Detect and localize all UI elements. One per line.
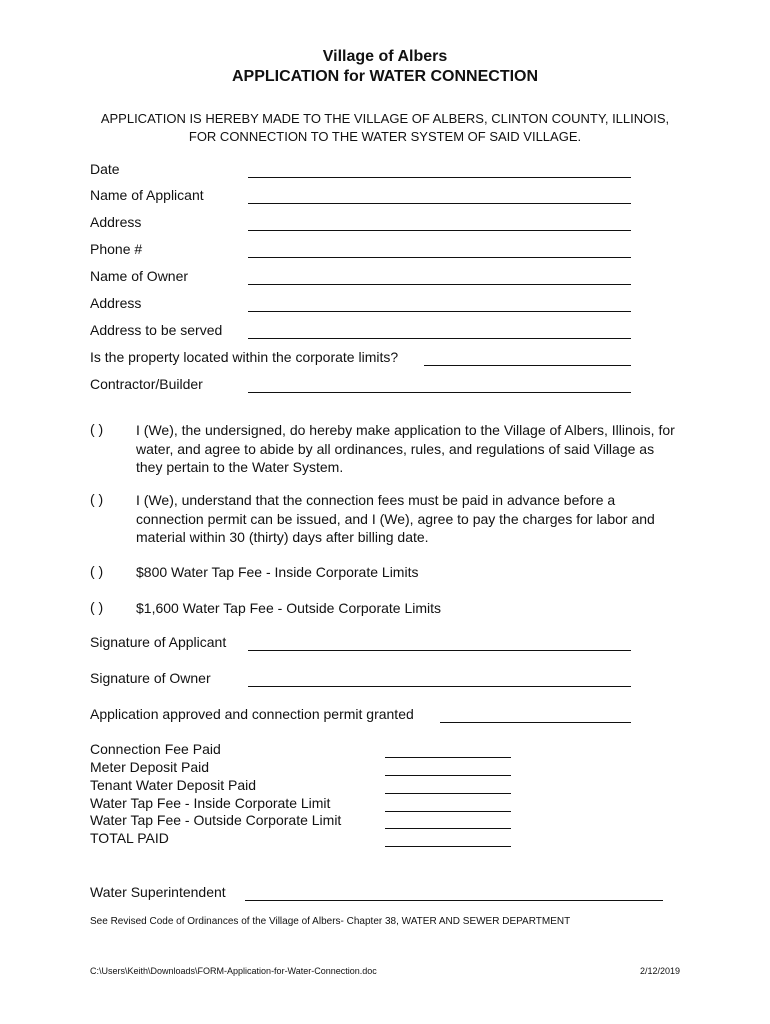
contractor-label: Contractor/Builder (90, 376, 203, 392)
applicant-name-field[interactable] (248, 203, 631, 204)
applicant-name-label: Name of Applicant (90, 187, 204, 203)
tenant-deposit-label: Tenant Water Deposit Paid (90, 777, 257, 793)
outside-fee-checkbox[interactable]: ( ) (90, 599, 104, 615)
form-subtitle: APPLICATION for WATER CONNECTION (231, 68, 539, 85)
date-field[interactable] (248, 177, 631, 178)
corporate-limits-field[interactable] (424, 365, 631, 366)
contractor-field[interactable] (248, 392, 631, 393)
ordinance-reference: See Revised Code of Ordinances of the Village of Albers- Chapter 38, WATER AND SEWER DEPARTMENT (90, 916, 571, 927)
inside-fee-label: $800 Water Tap Fee - Inside Corporate Limits (136, 564, 419, 580)
superintendent-label: Water Superintendent (90, 884, 226, 900)
applicant-address-label: Address (90, 214, 142, 230)
tap-outside-label: Water Tap Fee - Outside Corporate Limit (90, 812, 342, 828)
date-label: Date (90, 161, 120, 177)
file-path: C:\Users\Keith\Downloads\FORM-Application-for-Water-Connection.doc (90, 966, 377, 976)
tenant-deposit-field[interactable] (385, 793, 511, 794)
fees-checkbox[interactable]: ( ) (90, 491, 104, 507)
applicant-address-field[interactable] (248, 230, 631, 231)
inside-fee-checkbox[interactable]: ( ) (90, 563, 104, 579)
total-paid-label: TOTAL PAID (90, 830, 169, 846)
agree-checkbox[interactable]: ( ) (90, 421, 104, 437)
print-date: 2/12/2019 (639, 966, 680, 976)
total-paid-field[interactable] (385, 846, 511, 847)
agree-statement: I (We), the undersigned, do hereby make application to the Village of Albers, Illinois, for water, and agree to abide by all ordinances, rules, and regulations of said Village as they pertain to the Water System. (136, 422, 675, 475)
corporate-limits-label: Is the property located within the corporate limits? (90, 349, 399, 365)
approval-field[interactable] (440, 722, 631, 723)
tap-outside-field[interactable] (385, 828, 511, 829)
phone-label: Phone # (90, 241, 143, 257)
applicant-signature-field[interactable] (248, 650, 631, 651)
phone-field[interactable] (248, 257, 631, 258)
connection-fee-label: Connection Fee Paid (90, 741, 221, 757)
owner-address-label: Address (90, 295, 142, 311)
owner-name-label: Name of Owner (90, 268, 189, 284)
owner-name-field[interactable] (248, 284, 631, 285)
approval-label: Application approved and connection permit granted (90, 706, 414, 722)
fees-statement: I (We), understand that the connection fees must be paid in advance before a connection permit can be issued, and I (We), agree to pay the charges for labor and material within 30 (thirty) days after billing date. (136, 492, 655, 545)
applicant-signature-label: Signature of Applicant (90, 634, 227, 650)
served-address-field[interactable] (248, 338, 631, 339)
outside-fee-label: $1,600 Water Tap Fee - Outside Corporate Limits (136, 600, 442, 616)
tap-inside-label: Water Tap Fee - Inside Corporate Limit (90, 795, 331, 811)
owner-signature-label: Signature of Owner (90, 670, 211, 686)
tap-inside-field[interactable] (385, 811, 511, 812)
form-title: Village of Albers (322, 48, 448, 65)
owner-signature-field[interactable] (248, 686, 631, 687)
meter-deposit-label: Meter Deposit Paid (90, 759, 210, 775)
intro-statement: APPLICATION IS HEREBY MADE TO THE VILLAGE OF ALBERS, CLINTON COUNTY, ILLINOIS, FOR CONNECTION TO THE WATER SYSTEM OF SAID VILLAGE. (100, 111, 670, 144)
owner-address-field[interactable] (248, 311, 631, 312)
meter-deposit-field[interactable] (385, 775, 511, 776)
superintendent-field[interactable] (245, 900, 663, 901)
served-address-label: Address to be served (90, 322, 223, 338)
connection-fee-field[interactable] (385, 757, 511, 758)
